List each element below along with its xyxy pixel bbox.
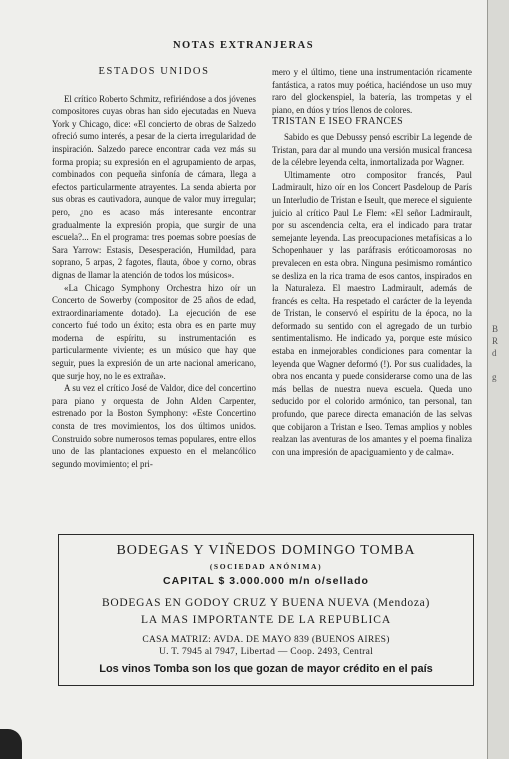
edge-letter: R (492, 336, 499, 346)
paragraph: Ultimamente otro compositor francés, Paul Ladmirault, hizo oír en los Concert Pasdeloup de París un Interludio de Tristan e Iseult, que merece el siguiente juicio al crítico Paul Le Flem: «El señor Ladmirault, por su ascendencia celta, era el indicado para tratar semejante leyenda. Las preocupaciones metafísicas a lo Schopenhauer y las paráfrasis eróticoamorosas no prevalecen en esta obra. Ninguna pesimismo romántico se desliza en la rica trama de esos cantos, inspirados en la Naturaleza. El maestro Ladmirault, además de francés es celta. Ha respetado el carácter de la leyenda de Tristan, le conservó el espíritu de la época, no la deformado su sentido con el agregado de un turbio sentimentalismo. He indicado ya, porque este músico estaba en inmejorables condiciones para comentar la leyenda que Wagner deformó (!). Por sus cualidades, la obra nos encanta y puede considerarse como una de las más bellas de nuestra nueva escuela. Queda uno seducido por el colorido armónico, tan personal, tan profundo, que parece directa emanación de las selvas que cobijaron a Tristan e Iseo. Temas amplios y nobles realzan las aventuras de los amantes y el poema finaliza con una impresión de apaciguamiento y de calma». (272, 169, 472, 457)
ad-company-name: BODEGAS Y VIÑEDOS DOMINGO TOMBA (116, 543, 416, 558)
section-title-tristan: TRISTAN E ISEO FRANCES (272, 116, 404, 128)
adjacent-page-edge (487, 0, 509, 759)
ad-tagline: Los vinos Tomba son los que gozan de mayor crédito en el país (99, 663, 433, 675)
ad-bodegas: BODEGAS EN GODOY CRUZ Y BUENA NUEVA (Mendoza) (101, 597, 431, 609)
paragraph-continuation: mero y el último, tiene una instrumentación ricamente fantástica, a ratos muy poética, haciéndose un uso muy raro del glockenspiel, la batería, las trompetas y el piano, en dúos y tríos llenos de colores. (272, 67, 472, 115)
page-header: NOTAS EXTRANJERAS (172, 40, 315, 51)
edge-letter: B (492, 324, 499, 334)
ad-phones: U. T. 7945 al 7947, Libertad — Coop. 2493, Central (158, 647, 374, 657)
ad-capital: CAPITAL $ 3.000.000 m/n o/sellado (163, 575, 369, 587)
edge-letter: g (492, 372, 497, 382)
section-title-estados-unidos: ESTADOS UNIDOS (98, 66, 210, 77)
paragraph: El crítico Roberto Schmitz, refiriéndose a dos jóvenes compositores cuyas obras han sido ejecutadas en Nueva York y Chicago, dice: «El concierto de obras de Salzedo ofreció sumo interés, a pesar de la cierta irregularidad de inspiración. Salzedo parece encontrar cada vez más su forma propia; su expresión en el agrupamiento de arpas, combinados con pequeña sinfonía de cámara, llega a efectos particularmente atrayentes. La senda abierta por sus obras es cautivadora, aunque de valor muy irregular; pero, ¿no es acaso más interesante encontrar gradualmente la expresión propia, que surgir de una escuela?... En el programa: tres poemas sobre poesías de Sara Yarrow: Estasis, Desesperación, Humildad, para soprano, 5 arpas, 2 fagotes, flauta, óboe y corno, obras dignas de llamar la atención de todos los músicos». (52, 93, 256, 280)
paragraph: Sabido es que Debussy pensó escribir La legende de Tristan, para dar al mundo una versión musical francesa de la célebre leyenda celta, inmortalizada por Wagner. (272, 131, 472, 168)
paragraph: «La Chicago Symphony Orchestra hizo oír un Concerto de Sowerby (compositor de 25 años de edad, extraordinariamente dotado). La ejecución de ese concerto fué todo un éxito; esta obra es en parte muy moderna de espíritu, su instrumentación es particularmente viviente; es un músico que hay que seguir, pues la expresión de un arte nacional americano, que surje hoy, no le es extraña». (52, 282, 256, 381)
ad-company-type: (SOCIEDAD ANÓNIMA) (209, 562, 323, 571)
right-column (272, 66, 472, 458)
ad-address: CASA MATRIZ: AVDA. DE MAYO 839 (BUENOS AIRES) (142, 635, 390, 645)
binding-shadow (0, 729, 22, 759)
paragraph: A su vez el crítico José de Valdor, dice del concertino para piano y orquesta de John Alden Carpenter, estrenado por la Boston Symphony: «Este Concertino consta de tres movimientos, los dos últimos unidos. Construido sobre numerosos temas populares, entre ellos uno de las plantaciones expuesto en el melancólico segundo movimiento; el pri- (52, 383, 256, 469)
tomba-advertisement (58, 534, 474, 686)
edge-letter: d (492, 348, 497, 358)
left-column (52, 66, 256, 470)
ad-slogan: LA MAS IMPORTANTE DE LA REPUBLICA (140, 614, 392, 626)
